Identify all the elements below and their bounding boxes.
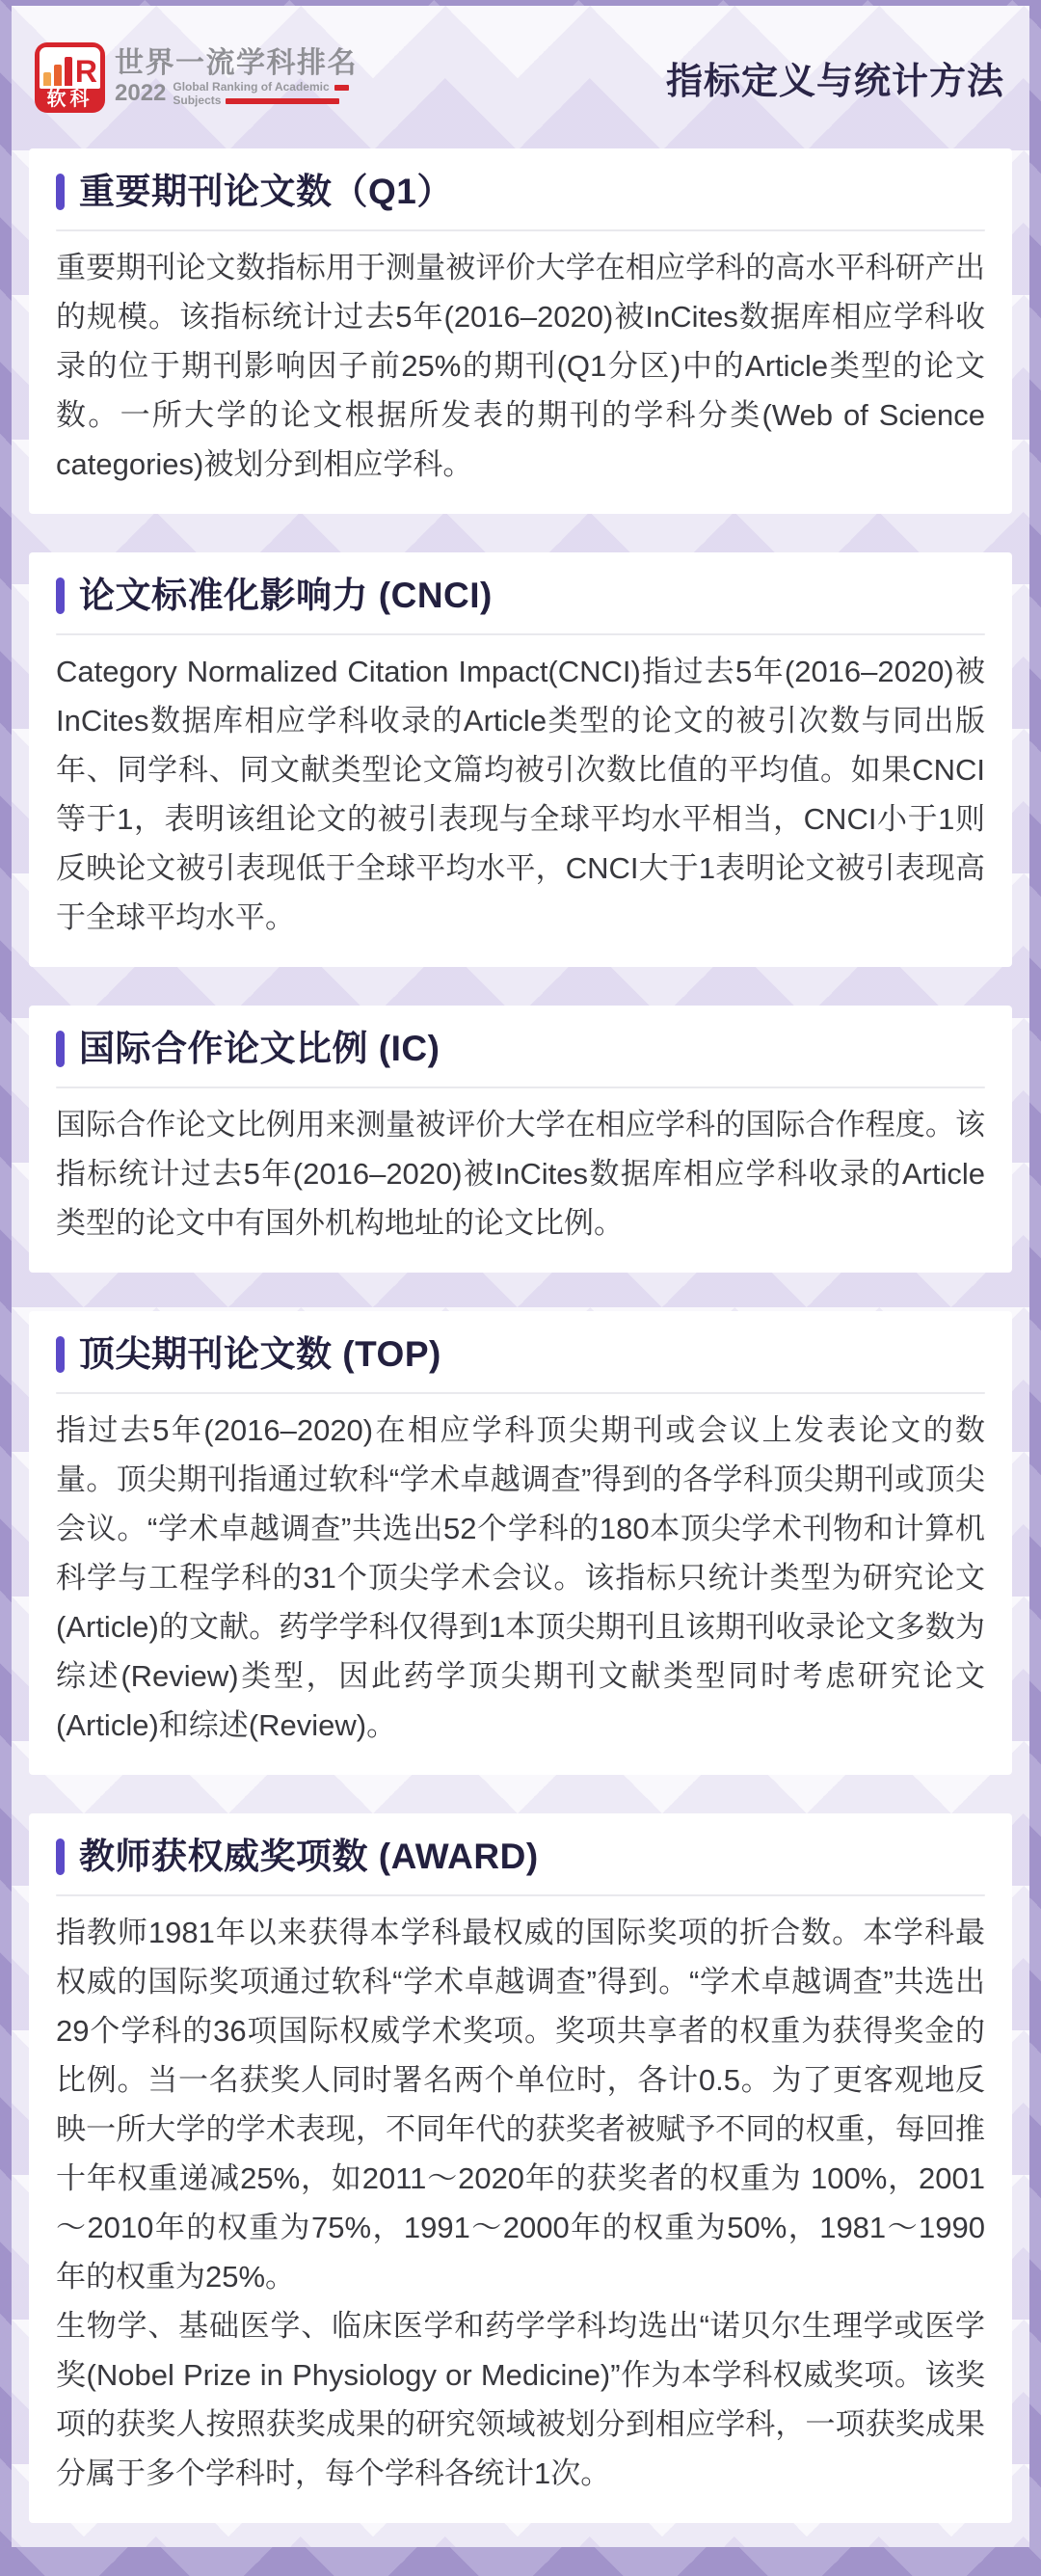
header bbox=[12, 6, 1029, 148]
section-paragraph: 生物学、基础医学、临床医学和药学学科均选出“诺贝尔生理学或医学奖(Nobel Prize in Physiology or Medicine)”作为本学科权威奖项。该奖项的获奖人按照获奖成果的研究领域被划分到相应学科，一项获奖成果分属于多个学科时，每个学科各统计1次。 bbox=[56, 2309, 985, 2490]
section-title: 论文标准化影响力 (CNCI) bbox=[79, 576, 493, 615]
section-divider bbox=[56, 229, 985, 231]
section-card bbox=[29, 1311, 1012, 1775]
section-paragraph: 重要期刊论文数指标用于测量被评价大学在相应学科的高水平科研产出的规模。该指标统计过去5年(2016–2020)被InCites数据库相应学科收录的位于期刊影响因子前25%的期刊(Q1分区)中的Article类型的论文数。一所大学的论文根据所发表的期刊的学科分类(Web of Science categories)被划分到相应学科。 bbox=[56, 251, 985, 481]
brand-year: 2022 bbox=[115, 80, 167, 106]
logo-bar-tall bbox=[65, 57, 72, 86]
section-title: 教师获权威奖项数 (AWARD) bbox=[79, 1837, 539, 1876]
logo-letter: R bbox=[74, 53, 97, 89]
section-header bbox=[56, 1029, 985, 1069]
section-accent-bar bbox=[56, 1838, 65, 1875]
page-background bbox=[12, 6, 1029, 2547]
section-body bbox=[56, 647, 985, 942]
section-card bbox=[29, 552, 1012, 967]
section-body bbox=[56, 243, 985, 489]
section-card bbox=[29, 1006, 1012, 1273]
section-divider bbox=[56, 633, 985, 635]
brand-block bbox=[35, 42, 358, 113]
bar-chart-icon bbox=[40, 47, 100, 89]
section-header bbox=[56, 172, 985, 212]
section-paragraph: 国际合作论文比例用来测量被评价大学在相应学科的国际合作程度。该指标统计过去5年(2016–2020)被InCites数据库相应学科收录的Article类型的论文中有国外机构地址的论文比例。 bbox=[56, 1108, 985, 1240]
page-title: 指标定义与统计方法 bbox=[665, 61, 1004, 102]
brand-en-block bbox=[173, 81, 348, 107]
section-header bbox=[56, 576, 985, 616]
red-bar-decoration bbox=[226, 98, 339, 104]
section-divider bbox=[56, 1392, 985, 1394]
section-accent-bar bbox=[56, 577, 65, 614]
brand-en-line2-row bbox=[173, 94, 348, 107]
section-paragraph: 指过去5年(2016–2020)在相应学科顶尖期刊或会议上发表论文的数量。顶尖期刊指通过软科“学术卓越调查”得到的各学科顶尖期刊或顶尖会议。“学术卓越调查”共选出52个学科的180本顶尖学术刊物和计算机科学与工程学科的31个顶尖学术会议。该指标只统计类型为研究论文(Article)的文献。药学学科仅得到1本顶尖期刊且该期刊收录论文多数为综述(Review)类型，因此药学顶尖期刊文献类型同时考虑研究论文(Article)和综述(Review)。 bbox=[56, 1413, 985, 1742]
section-divider bbox=[56, 1087, 985, 1088]
logo-bar-small bbox=[43, 72, 51, 86]
section-title: 国际合作论文比例 (IC) bbox=[79, 1029, 440, 1068]
section-body bbox=[56, 1908, 985, 2498]
section-title: 重要期刊论文数（Q1） bbox=[79, 172, 453, 211]
brand-en-line1-row bbox=[173, 81, 348, 94]
section-accent-bar bbox=[56, 1031, 65, 1067]
section-header bbox=[56, 1334, 985, 1375]
brand-title-cn: 世界一流学科排名 bbox=[115, 47, 358, 79]
brand-en-line2: Subjects bbox=[173, 94, 222, 107]
section-divider bbox=[56, 1894, 985, 1896]
section-title: 顶尖期刊论文数 (TOP) bbox=[79, 1334, 441, 1374]
section-body bbox=[56, 1406, 985, 1750]
brand-subtitle-row bbox=[115, 81, 358, 107]
sections bbox=[12, 148, 1029, 2523]
section-header bbox=[56, 1837, 985, 1877]
logo-brand-name: 软科 bbox=[46, 88, 93, 110]
brand-en-line1: Global Ranking of Academic bbox=[173, 80, 330, 94]
section-card bbox=[29, 148, 1012, 514]
section-card bbox=[29, 1813, 1012, 2523]
section-accent-bar bbox=[56, 174, 65, 210]
brand-text bbox=[115, 47, 358, 107]
section-paragraph: 指教师1981年以来获得本学科最权威的国际奖项的折合数。本学科最权威的国际奖项通过软科“学术卓越调查”得到。“学术卓越调查”共选出29个学科的36项国际权威学术奖项。奖项共享者的权重为获得奖金的比例。当一名获奖人同时署名两个单位时，各计0.5。为了更客观地反映一所大学的学术表现，不同年代的获奖者被赋予不同的权重，每回推十年权重递减25%，如2011～2020年的获奖者的权重为 100%，2001～2010年的权重为75%，1991～2000年的权重为50%，1981～1990年的权重为25%。 bbox=[56, 1916, 985, 2294]
section-paragraph: Category Normalized Citation Impact(CNCI)指过去5年(2016–2020)被InCites数据库相应学科收录的Article类型的论文的被引次数与同出版年、同学科、同文献类型论文篇均被引次数比值的平均值。如果CNCI等于1，表明该组论文的被引表现与全球平均水平相当，CNCI小于1则反映论文被引表现低于全球平均水平，CNCI大于1表明论文被引表现高于全球平均水平。 bbox=[56, 655, 985, 934]
ruanke-logo bbox=[35, 42, 105, 113]
logo-bar-medium bbox=[54, 65, 62, 86]
red-chip-decoration bbox=[334, 85, 349, 91]
section-body bbox=[56, 1100, 985, 1248]
section-accent-bar bbox=[56, 1336, 65, 1373]
